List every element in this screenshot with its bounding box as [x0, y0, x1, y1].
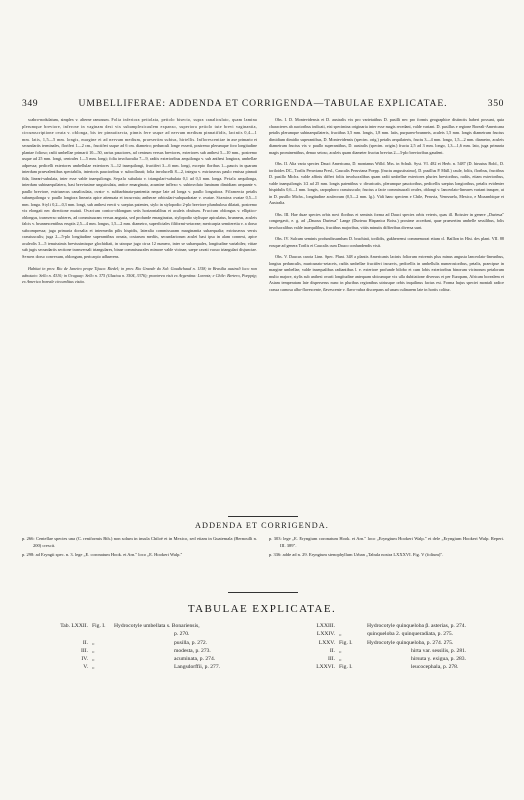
plates-list: [24, 622, 504, 732]
plate-number: LXXVI.: [316, 664, 335, 671]
plate-entry: [271, 630, 504, 638]
addenda-heading: ADDENDA ET CORRIGENDA.: [195, 521, 329, 530]
plate-entry: [24, 639, 257, 647]
section-label: Ovarium: [83, 208, 101, 214]
text-run: Folia inferiora petiolata, petiolo bisecto, supra canaliculato, quam lamina plerumque breviore, infercne in vaginam desi vix subamplexicaulem expanso, superiora petiolo tute brevi vaginantia, circumscriptione ovata v. oblonga, bis ter pinnatisecta, pinnis fere usque ad nervum medium pinnatifidis, laciniis 0,4—1 mm. latis, 1,5—5 mm. longis, margine et ad nervum medium, praesertim subtus, hirtellis.: [22, 117, 257, 142]
figure-number: [339, 622, 367, 630]
observation-5: Obs. V. Daucus carota Linn. Spec. Plant. 348 a plantis Americanis lacinis foliorum extremis plus minus angusta lanceolato-linearibus, longius pedunculis, muricunato-setaceis, radiis umbellae fructiferi incurvis, pedicellis in umbellulis numerosioribus, petalis, praecipue in margine umbellae, valde inaequalibus radiantibus l. e. exteriore profunde bilobo et cum lobis exterioribus binorum vicinorum petalorum multo majore, stylis sub anthesi ovarii longitudine antequam ubicumque vix ulla dubitatione diversus et per Europam, Africam borealem et Asiam temperatam late disperserus nunc in pluribus regionibus utriusque orbis inquilinus factus est. Forma hujus speciei montali radice crassa carnosa albo-flavescente, flavescente v. flavo-rubra discrepans ad usum culinarem late in hortis colitur.: [269, 254, 504, 292]
plate-entry: [271, 647, 504, 655]
divider-rule: [228, 516, 298, 517]
figure-number: „: [92, 647, 95, 654]
right-column: [269, 117, 504, 514]
section-label: Filamenta: [225, 188, 245, 194]
plate-entry: [271, 663, 504, 671]
addenda-entry: p. 303: lege „E. Eryngium coronatum Hook. et Arn." loco „Eryngium Hookeri Walp." et dele „Eryngium Hookeri Walp. Repert. III. 389".: [269, 536, 504, 549]
text-run: aequilonga, interdum subinaequilatera, basi breviusime unguiculata, antice emarginata, acumine inflexo v. subinvoluto laminam dimidiam aequante v. paullo breviore, extriusecus canaliculata, ovato- v. subbarbinata-pantentia neque late ad longa v. paullo longutiora.: [22, 175, 257, 194]
text-run: ovatae 0,5—1 mm. longa.: [22, 195, 257, 207]
figure-number: „: [92, 639, 95, 646]
addenda-entry: p. 336: adde ad n. 29. Eryngium stenophyllum Urban „Tabula nostra LXXXVI. Fig. V (folium)".: [269, 552, 444, 558]
section-label: Petala: [224, 175, 236, 181]
plate-number: Tab. LXXII.: [60, 623, 88, 629]
text-run: scabro-nodulatum, simplex v. alterne ramosum.: [28, 117, 110, 122]
plate-number: II.: [82, 639, 88, 646]
addenda-entry: p. 266: Centellae species una (C. reniformis Bth.) non solum in insula Chiloë et in Mexico, sed etiam in Guatemala (Bernoulli n. 200) crescit.: [22, 536, 257, 549]
addenda-left: [22, 535, 257, 583]
figure-number: „: [339, 631, 342, 638]
plate-caption: pusilla, p. 272.: [174, 639, 208, 646]
plate-caption: quinqueloba 2. quinqueradiata, p. 275.: [367, 631, 454, 638]
figure-number: Fig. I.: [92, 623, 106, 629]
plate-caption: Langsdorffii, p. 277.: [174, 664, 221, 671]
section-label: Inflorescentiae: [197, 136, 226, 142]
plate-caption: modesta, p. 273.: [174, 647, 211, 654]
text-run: conico-oblongum setis horizontalibus et aculeis obsitum.: [102, 208, 201, 214]
addenda-right: [269, 535, 504, 583]
text-run: dorso convexum, oblongum, pericarpio adhaerens.: [35, 253, 120, 259]
observation-3: Obs. III. Hae duae species orbis novi floribus et seminis forma ad Dauci species orbis veteris, quas ill. Boissier in genere „Durieua" congregavit, e. g. ad „Daucus Durieua" Lange (Durieua Hispanica Boiss.) proxime accedunt, quae praesertim umbelle sessilibus, folis involucralibus valde inaequilibus, fructibus majoribus, vittis minutis diffieribus diversa sunt.: [269, 211, 504, 230]
plate-entry: [24, 655, 257, 663]
figure-number: Fig. I.: [339, 664, 353, 671]
plate-caption: hirta var. sessilis, p. 281.: [411, 647, 467, 654]
section-label: Styli: [42, 201, 52, 207]
plate-caption: acuminata, p. 274.: [174, 656, 216, 663]
plate-number: II.: [329, 647, 335, 654]
plates-heading: TABULAE EXPLICATAE.: [187, 603, 337, 615]
plate-number: LXXV.: [318, 639, 335, 646]
plate-caption: Hydrocotyle umbellata s. Bonariensis,: [114, 623, 200, 629]
species-description: [22, 117, 257, 260]
plate-number: III.: [81, 647, 88, 654]
plate-caption: Hydrocotyle quinqueloba β. asterias, p. 274.: [367, 623, 467, 629]
plates-left-column: [24, 622, 257, 732]
divider-rule: [228, 592, 298, 593]
addenda-columns: [22, 535, 504, 583]
plate-caption: leucocephala, p. 278.: [411, 664, 459, 671]
figure-number: „: [339, 656, 342, 663]
plate-entry: [271, 622, 504, 630]
plate-number: LXXIV.: [316, 631, 335, 638]
plate-caption: hirsuta γ. exigua, p. 283.: [411, 656, 466, 663]
plate-caption: p. 270.: [174, 631, 190, 638]
plate-caption: Hydrocotyle quinqueloba, p. 274. 275.: [367, 639, 454, 646]
addenda-entry: p. 298: ad Eryngii spec. n. 3. lege „E. coronatum Hook. et Arn." loco „E. Hookeri Walp.": [22, 552, 183, 558]
figure-number: [92, 630, 114, 638]
observation-2: Obs. II. Alia varia species Dauci Americana, D. montanus Willd. Mss. in Schult. Syst. VI. 482 et Herb. n. 5487 (D. hirsutus Bold., D. toriloides DC., Torilis Peruviana Presl., Caucalis Peruviana Poepp. [fructu angustissimo], D. pusillus P. Müll.) caule, foliis, floribus, fructibus D. pusillo Michx. valde affinis differt foliis involucralibus quam radii umbellae exteriores pluries brevioribus, radiis, etiam exterioribus, valde inaequilongis 1/2 ad 25 mm. longis patentibus v. divaricatis, plerumque paucioribus, pedicellis saepius longioribus, petalis evidenter hispidulis 0,6—1 mm. longis, carpophoro crassiusculo; fructus a facie commissurali ovales, oblongi v. lanceolato-lineares variant insuper, ut in D. pusillo Michx., longitudine aculeorum (0,5—2 mm. lg.). Vidi hanc speciem e Chile, Peruvia, Venezuela, Mexico, e Mozambique et Australia.: [269, 161, 504, 206]
figure-number: Fig. I.: [339, 639, 353, 646]
plate-number: V.: [83, 664, 88, 671]
text-run: subulata v. triangulari-subulata 0,1 ad 0,3 mm. longa.: [128, 175, 223, 181]
observation-4: Obs. IV. Sulcum seminis profundissumlum D. brachiati, torilidis, gukherrensi commemorat etiam cl. Baillon in Hist. des plant. VII. 88 eosque ad genera Torilis et Caucalis cum Dauco confundendis visit.: [269, 236, 504, 248]
plate-number: LXXIII.: [316, 623, 335, 629]
text-run: in axe primario et secundariis terminales, floriferi 1—2 cm., fructiferi usque ad 6 cm. diametro; pedunculi longe exserti, postremo plerumque foro longitudine plantae folioso; radii umbellae primarii 10—50, rarius pauciores, ad centrum versus breviores, exteriores sub anthesi 5—10 mm., postremo usque ad 25 mm. longi, centrales 1—5 mm. longi; folia involucralia 7—9, radiis exterioribus aequilonga v. sub anthesi longiora, umbellae adpressa; pedicelli exteriores umbellulae exteriores 3—12 inaequilongi, fructiferi 3—6 mm. longi, excepto floribus 1—paucis in quarum interdum praevalentibus spectabilis, interioris paucioribus v. subcollarati; folia involucelli 8—2, integra v. extriusecus paulo emissa pinnati fida, lineari-subulata, inter esse valde inaequilonga.: [22, 136, 257, 181]
habitat-paragraph: Habitat in prov. Rio de Janeiro prope Tijuca: Riedel; in prov. Rio Grande do Sul: Gaudichaud n. 1158; in Brasilia australi loco non adnotato: Sello n. 4310; in Uruguay: Sello n. 375 (Glaziou n. 3504, 3376); praeterea visit ex Argentina: Lorentz; e Chile: Bertero, Poeppig; ex America boreale circumlitus visita.: [22, 266, 257, 285]
plate-entry: [24, 630, 257, 638]
plate-entry: [271, 639, 504, 647]
plate-entry: [24, 622, 257, 630]
running-head: [22, 98, 504, 112]
running-title: UMBELLIFERAE: ADDENDA ET CORRIGENDA—TABULAE EXPLICATAE.: [78, 98, 448, 109]
plate-entry: [24, 647, 257, 655]
figure-number: „: [339, 647, 342, 654]
section-label: Fructum: [202, 208, 219, 214]
text-run: petalis subaequilonga v. paullo longiora linearia apice attenuata et incurvata; antherae orbiculari-subquadratae v. ovatae.: [22, 188, 257, 201]
text-run: 0,2—0,3 mm. longi, sub anthesi erecti v. saepius patentes, stylo in stylopodio 2-plo breviore plumbulosa dilatati, postremo vix elongati nec directione mutati.: [22, 201, 257, 214]
text-run: oblongus v. elliptico-oblongus, transverso subteres, ad commissuram versus angusta, sed profunde emarginatus, stylopodio stylisque apiculatus, brunneus, aculeis falcis v. brunnescentibus eruptis 2,5—4 mm. longus, 1,5—2 mm. diametro, superficiales filiformi-setaceae; mericarpia semiteretia v. a dorso subcompressa; juga primaria dorsalia et intermedia pilis hispidis, lateralia commissuram marginantia subaequalia; extriusecus versis crassiusculis; juga 2—5-plo longitudine superantibus ornata, costarum mediis, secundariorum aculei basi ipsa in alam connexi, apice aculeolis 3—5 tenuissimis breviusimisque glochidiati, in utroque jugo circa 12 numero, inter se subaequales, longitudine variabiles; vittae sub jugis secundariis sectione transversali triangulares, binae commissurales mimore valde vicinae, saepe cavati vacuo triangulari disjunctae.: [22, 208, 257, 253]
plate-number: [24, 630, 92, 638]
page-number-left: 349: [22, 98, 39, 109]
plate-number: IV.: [81, 656, 88, 663]
figure-number: „: [92, 664, 95, 671]
section-label: Sepala: [113, 175, 127, 181]
left-column: [22, 117, 257, 514]
section-label: Stamina: [216, 195, 232, 201]
plate-number: III.: [328, 656, 335, 663]
plate-entry: [24, 663, 257, 671]
page-number-right: 350: [487, 98, 504, 109]
figure-number: „: [92, 656, 95, 663]
plates-right-column: [271, 622, 504, 732]
body-columns: [22, 117, 504, 514]
observation-1: Obs. I. D. Montevidensis et D. australis vix pro varietatibus D. pusilli nec pro formis geographice distinctis haberi possunt, quia characteres ab auctoribus indicati, etsi specimina originaria inter esse magis recedant, valde variant. D. pusillus e regione Boreali-Americana petalis plerumque subinaequilateris, fructibus 3,5 mm. longis, 1,8 mm. latis, purpureo-brunneis, aculeis 1,5 mm. longis diametrum fructus dimidium dimidio superantibus, D. Montevidensis (specim. orig.) petalis aequilateris, fructu 3—4 mm. longo, 1,5—2 mm. diametro, aculeis diametrum fructus vix v. paullo superantibus, D. australis (specim. origin.) fructu 2,5 ad 3 mm. longo, 1,3—1,6 mm. lato, juga primaria magis prominentibus, denuo setoso, aculeis quam diameter fructus brevius 2—3-plo brevioribus gaudent.: [269, 117, 504, 155]
section-label: Semen: [22, 253, 35, 259]
plate-entry: [271, 655, 504, 663]
